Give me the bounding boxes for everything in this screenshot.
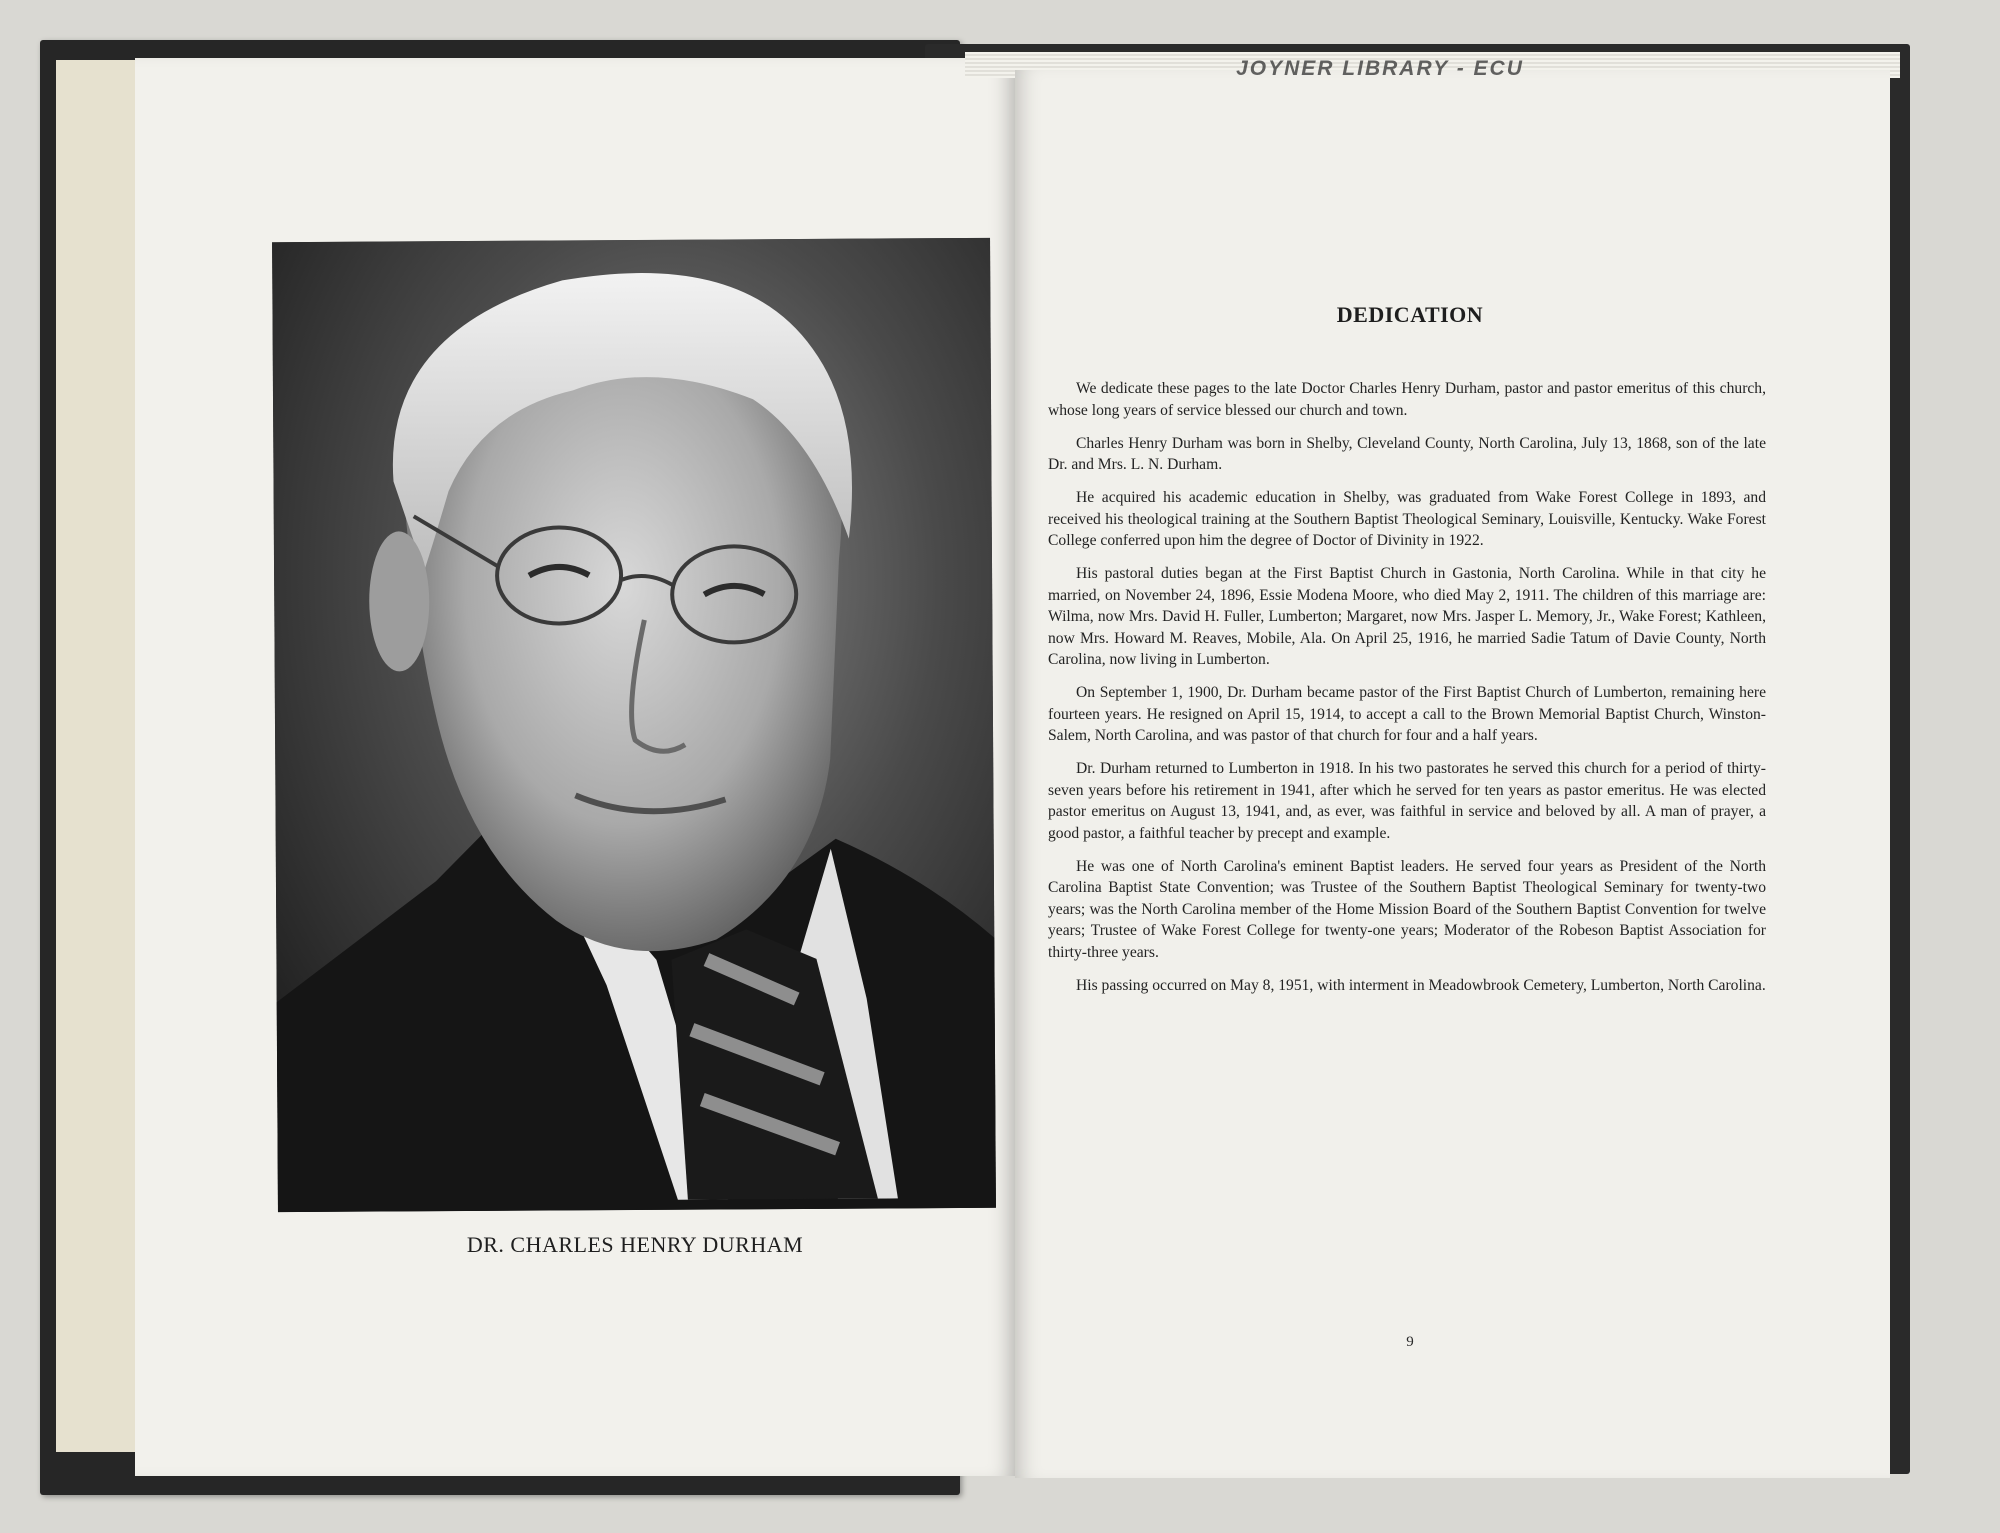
dedication-paragraph: Charles Henry Durham was born in Shelby, Cleveland County, North Carolina, July 13, 1868, son of the late Dr. and Mrs. L. N. Durham. [1048,434,1766,473]
page-number: 9 [1406,1334,1414,1350]
dedication-paragraph: We dedicate these pages to the late Doctor Charles Henry Durham, pastor and pastor emeritus of this church, whose long years of service blessed our church and town. [1048,380,1766,419]
portrait-photo-icon [272,238,996,1212]
dedication-title: DEDICATION [1336,302,1484,327]
dedication-paragraph: His passing occurred on May 8, 1951, with interment in Meadowbrook Cemetery, Lumberton, North Carolina. [1076,976,1766,994]
library-stamp: JOYNER LIBRARY - ECU [1236,57,1524,80]
dedication-paragraph: On September 1, 1900, Dr. Durham became pastor of the First Baptist Church of Lumberton, remaining here fourteen years. He resigned on April 15, 1914, to accept a call to the Brown Memorial Baptist Church, Winston-Salem, North Carolina, and was pastor of that church for four and a half years. [1048,684,1766,744]
portrait-caption: DR. CHARLES HENRY DURHAM [466,1232,804,1257]
endpaper-strip [56,60,136,1452]
dedication-paragraph: Dr. Durham returned to Lumberton in 1918. In his two pastorates he served this church for a period of thirty-seven years before his retirement in 1941, after which he served for ten years as pastor emeritus. He was elected pastor emeritus on August 13, 1941, and, as ever, was faithful in service and beloved by all. A man of prayer, a good pastor, a faithful teacher by precept and example. [1048,760,1766,842]
dedication-paragraph: He acquired his academic education in Shelby, was graduated from Wake Forest College in 1893, and received his theological training at the Southern Baptist Theological Seminary, Louisville, Kentucky. Wake Forest College conferred upon him the degree of Doctor of Divinity in 1922. [1048,489,1766,549]
portrait-photo [272,238,996,1212]
dedication-paragraph: His pastoral duties began at the First Baptist Church in Gastonia, North Carolina. While in that city he married, on November 24, 1896, Essie Modena Moore, who died May 2, 1911. The children of this marriage are: Wilma, now Mrs. David H. Fuller, Lumberton; Margaret, now Mrs. Jasper L. Memory, Jr., Wake Forest; Kathleen, now Mrs. Howard M. Reaves, Mobile, Ala. On April 25, 1916, he married Sadie Tatum of Davie County, North Carolina, now living in Lumberton. [1048,565,1766,668]
dedication-text [1048,378,1766,1008]
dedication-paragraph: He was one of North Carolina's eminent Baptist leaders. He served four years as President of the North Carolina Baptist State Convention; was Trustee of the Southern Baptist Theological Seminary for twenty-two years; was the North Carolina member of the Home Mission Board of the Southern Baptist Convention for twelve years; Trustee of Wake Forest College for twenty-one years; Moderator of the Robeson Baptist Association for thirty-three years. [1048,857,1766,961]
